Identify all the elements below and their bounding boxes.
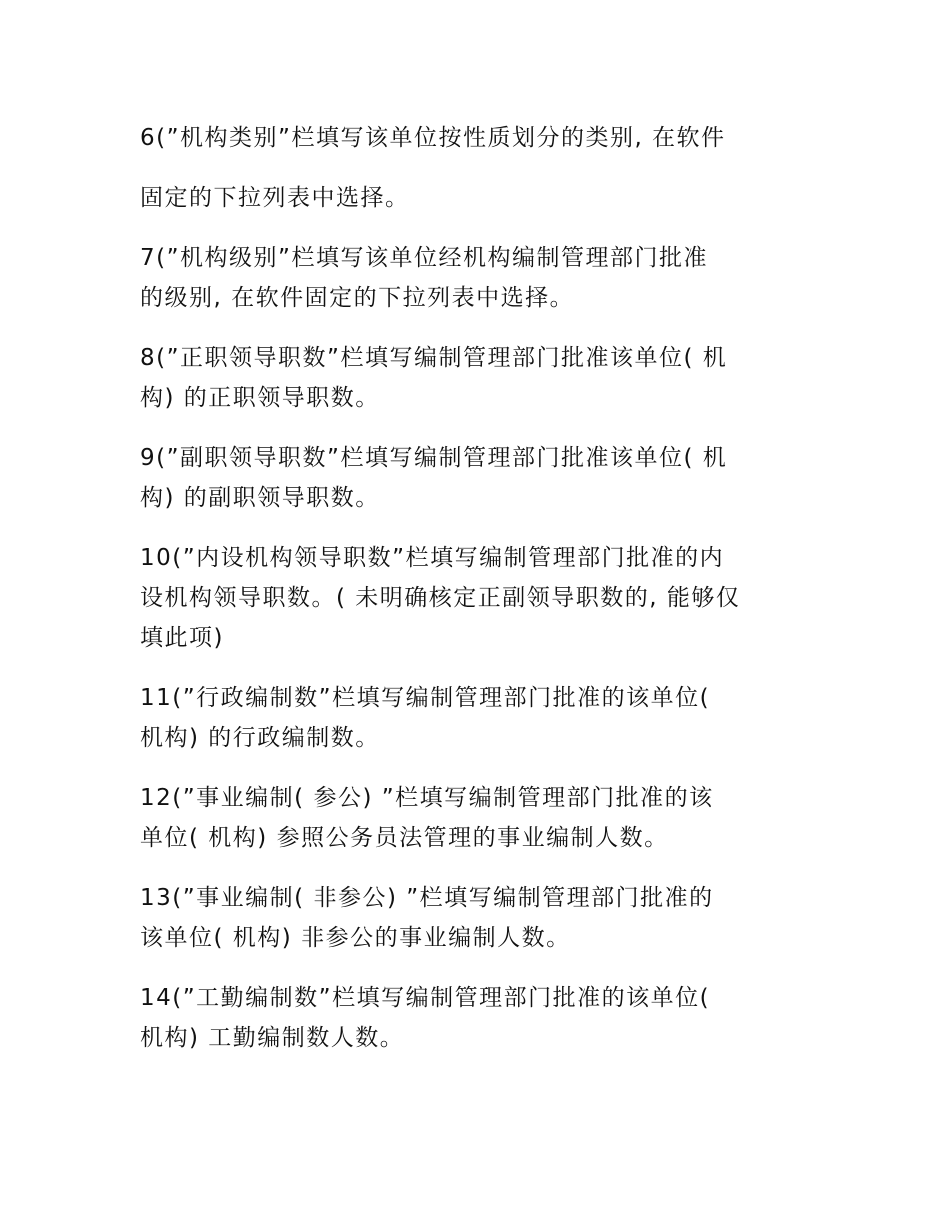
paragraph-7 — [140, 238, 820, 318]
paragraph-10 — [140, 538, 820, 658]
paragraph-line: 13(”事业编制( 非参公) ”栏填写编制管理部门批准的 — [140, 885, 714, 911]
paragraph-6 — [140, 118, 820, 218]
paragraph-line: 构) 的副职领导职数。 — [140, 485, 380, 511]
paragraph-line: 8(”正职领导职数”栏填写编制管理部门批准该单位( 机 — [140, 345, 728, 371]
paragraph-line: 11(”行政编制数”栏填写编制管理部门批准的该单位( — [140, 685, 711, 711]
paragraph-8 — [140, 338, 820, 418]
paragraph-line: 机构) 的行政编制数。 — [140, 725, 380, 751]
paragraph-line: 14(”工勤编制数”栏填写编制管理部门批准的该单位( — [140, 985, 711, 1011]
paragraph-line: 12(”事业编制( 参公) ”栏填写编制管理部门批准的该 — [140, 785, 714, 811]
paragraph-line: 单位( 机构) 参照公务员法管理的事业编制人数。 — [140, 825, 669, 851]
paragraph-line: 构) 的正职领导职数。 — [140, 385, 380, 411]
paragraph-line: 固定的下拉列表中选择。 — [140, 185, 410, 211]
paragraph-line: 设机构领导职数。( 未明确核定正副领导职数的, 能够仅 — [140, 585, 741, 611]
paragraph-line: 填此项) — [140, 625, 224, 651]
paragraph-12 — [140, 778, 820, 858]
paragraph-13 — [140, 878, 820, 958]
document-body — [140, 118, 820, 1058]
paragraph-line: 6(”机构类别”栏填写该单位按性质划分的类别, 在软件 — [140, 125, 726, 151]
paragraph-line: 10(”内设机构领导职数”栏填写编制管理部门批准的内 — [140, 545, 725, 571]
paragraph-11 — [140, 678, 820, 758]
paragraph-line: 的级别, 在软件固定的下拉列表中选择。 — [140, 285, 575, 311]
paragraph-line: 9(”副职领导职数”栏填写编制管理部门批准该单位( 机 — [140, 445, 728, 471]
paragraph-14 — [140, 978, 820, 1058]
paragraph-9 — [140, 438, 820, 518]
paragraph-line: 机构) 工勤编制数人数。 — [140, 1025, 405, 1051]
paragraph-line: 该单位( 机构) 非参公的事业编制人数。 — [140, 925, 571, 951]
paragraph-line: 7(”机构级别”栏填写该单位经机构编制管理部门批准 — [140, 245, 708, 271]
